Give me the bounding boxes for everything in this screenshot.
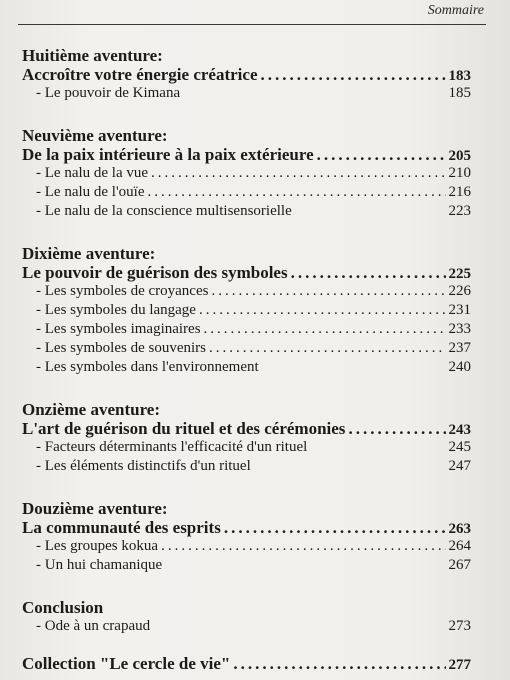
entry-title: Accroître votre énergie créatrice [22, 65, 258, 84]
toc-main-entry [22, 145, 471, 164]
toc-sub-entry [22, 339, 471, 358]
entry-title: - Le nalu de l'ouïe [36, 184, 145, 200]
toc-section-dixieme [22, 244, 471, 377]
table-of-contents [22, 46, 471, 673]
entry-title: - Les éléments distinctifs d'un rituel [36, 458, 251, 474]
entry-title: - Les groupes kokua [36, 538, 159, 554]
toc-section-onzieme [22, 400, 471, 476]
page-number: 277 [448, 657, 471, 673]
page-number: 225 [448, 266, 471, 282]
page-number: 273 [448, 618, 471, 634]
page-number: 247 [448, 458, 471, 474]
section-heading: Dixième aventure: [22, 244, 156, 263]
dot-leader [161, 537, 445, 556]
dot-leader [348, 419, 445, 438]
section-heading: Douzième aventure: [22, 499, 168, 518]
toc-sub-entry [22, 202, 471, 221]
page-number: 245 [448, 439, 471, 455]
toc-sub-entry [22, 438, 471, 457]
toc-sub-entry [22, 183, 471, 202]
dot-leader [317, 145, 446, 164]
entry-title: - Les symboles imaginaires [36, 321, 201, 337]
page-number: 216 [448, 184, 471, 200]
section-heading: Huitième aventure: [22, 46, 163, 65]
toc-sub-entry [22, 556, 471, 575]
toc-sub-entry [22, 537, 471, 556]
toc-sub-entry [22, 320, 471, 339]
dot-leader [224, 518, 446, 537]
entry-title: L'art de guérison du rituel et des cérémonies [22, 419, 346, 438]
dot-leader [291, 263, 446, 282]
dot-leader [209, 339, 446, 358]
entry-title: - Les symboles de souvenirs [36, 340, 206, 356]
dot-leader [199, 301, 446, 320]
page-number: 231 [448, 302, 471, 318]
toc-sub-entry [22, 84, 471, 103]
page-number: 237 [448, 340, 471, 356]
entry-title: - Ode à un crapaud [36, 618, 151, 634]
toc-section-douzieme [22, 499, 471, 575]
entry-title: - Facteurs déterminants l'efficacité d'un rituel [36, 439, 308, 455]
entry-title: - Les symboles dans l'environnement [36, 359, 259, 375]
toc-main-entry [22, 65, 471, 84]
page-number: 205 [448, 148, 471, 164]
page-number: 264 [448, 538, 471, 554]
toc-sub-entry [22, 164, 471, 183]
toc-main-entry [22, 263, 471, 282]
toc-sub-entry [22, 617, 471, 636]
toc-collection-entry [22, 654, 471, 673]
page-number: 210 [448, 165, 471, 181]
header-rule [18, 24, 486, 25]
section-heading: Conclusion [22, 598, 104, 617]
entry-title: - Le pouvoir de Kimana [36, 85, 181, 101]
entry-title: - Les symboles du langage [36, 302, 196, 318]
toc-sub-entry [22, 358, 471, 377]
toc-sub-entry [22, 282, 471, 301]
entry-title: - Le nalu de la vue [36, 165, 149, 181]
toc-section-conclusion [22, 598, 471, 636]
toc-sub-entry [22, 301, 471, 320]
toc-main-entry [22, 518, 471, 537]
page-number: 185 [448, 85, 471, 101]
page-number: 223 [448, 203, 471, 219]
dot-leader [151, 164, 445, 183]
entry-title: - Le nalu de la conscience multisensorielle [36, 203, 292, 219]
page-number: 233 [448, 321, 471, 337]
section-heading: Neuvième aventure: [22, 126, 168, 145]
toc-section-neuvieme [22, 126, 471, 221]
entry-title: De la paix intérieure à la paix extérieure [22, 145, 314, 164]
toc-main-entry [22, 419, 471, 438]
page-number: 267 [448, 557, 471, 573]
entry-title: Collection "Le cercle de vie" [22, 654, 231, 673]
section-heading: Onzième aventure: [22, 400, 161, 419]
toc-section-huitieme [22, 46, 471, 103]
dot-leader [204, 320, 446, 339]
dot-leader [148, 183, 446, 202]
toc-sub-entry [22, 457, 471, 476]
entry-title: La communauté des esprits [22, 518, 221, 537]
page-number: 243 [448, 422, 471, 438]
dot-leader [233, 654, 445, 673]
page-number: 240 [448, 359, 471, 375]
running-head: Sommaire [427, 3, 484, 18]
page-number: 183 [448, 68, 471, 84]
entry-title: - Les symboles de croyances [36, 283, 209, 299]
dot-leader [211, 282, 445, 301]
page-number: 263 [448, 521, 471, 537]
page-number: 226 [448, 283, 471, 299]
entry-title: Le pouvoir de guérison des symboles [22, 263, 288, 282]
dot-leader [261, 65, 446, 84]
entry-title: - Un hui chamanique [36, 557, 163, 573]
